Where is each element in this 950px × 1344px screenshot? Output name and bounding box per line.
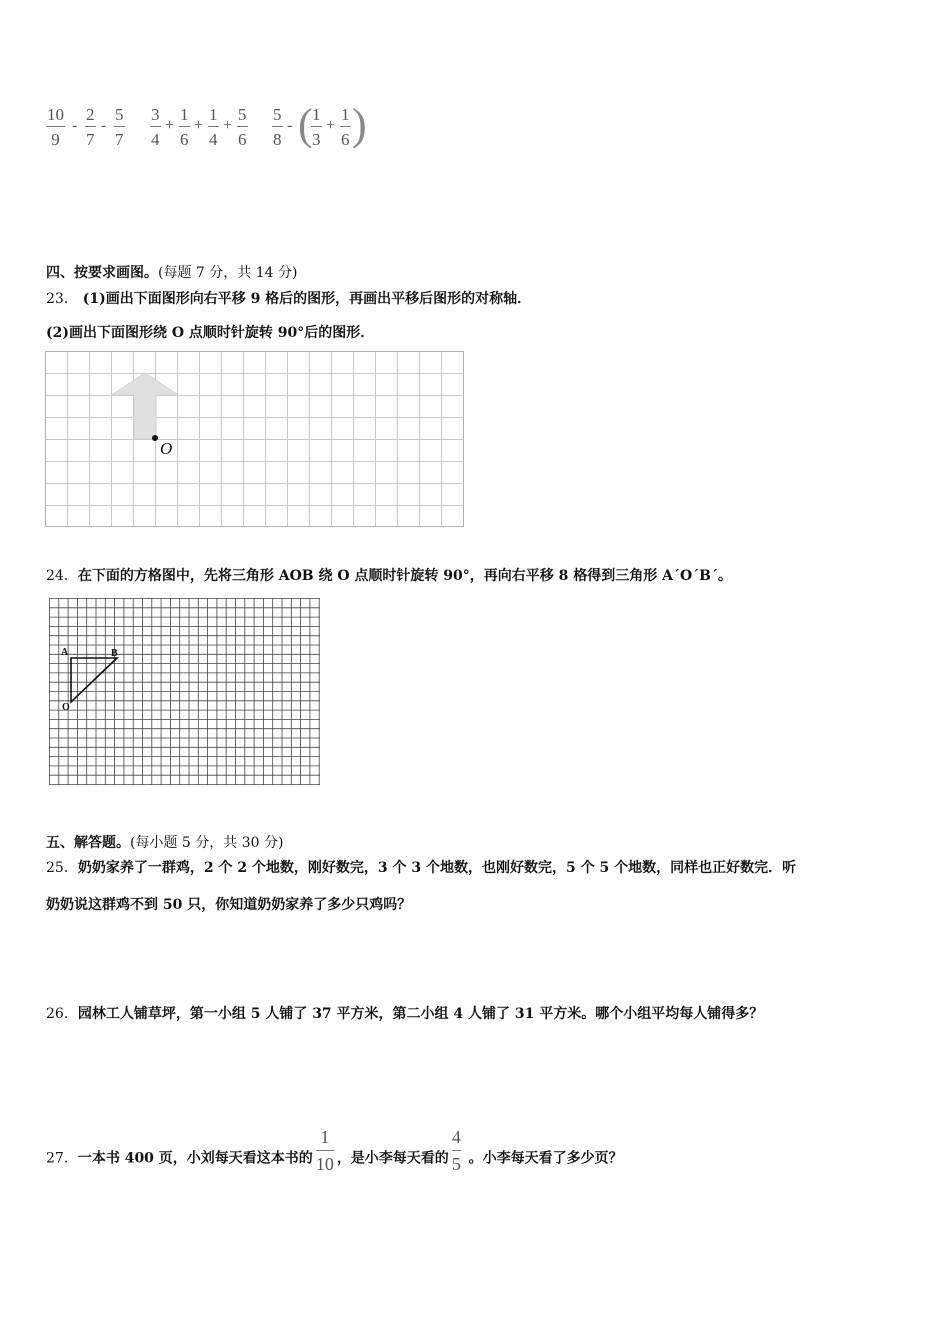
question-24 (46, 565, 732, 585)
question-23-part-2 (46, 322, 374, 342)
question-number: 27． (46, 1150, 78, 1167)
fraction (114, 106, 125, 148)
numerator: 1 (180, 105, 189, 124)
question-text: (2)画出下面图形绕 O 点顺时针旋转 90°后的图形． (46, 325, 375, 341)
question-text: 在下面的方格图中，先将三角形 AOB 绕 O 点顺时针旋转 90°，再向右平移 8 格得到三角形 A´O´B´。 (77, 568, 733, 584)
label-a: A (61, 647, 69, 658)
section-note: (每题 7 分，共 14 分) (158, 265, 298, 281)
question-26 (46, 1003, 763, 1023)
fraction (46, 106, 65, 148)
numerator: 5 (238, 105, 247, 124)
fraction (340, 106, 351, 148)
question-25-line-1 (46, 857, 796, 877)
operator: + (326, 117, 336, 134)
question-number: 24． (46, 568, 78, 584)
numerator: 1 (341, 105, 350, 124)
denominator: 9 (51, 130, 60, 149)
question-text: (1)画出下面图形向右平移 9 格后的图形，再画出平移后图形的对称轴． (77, 291, 532, 307)
operator: + (194, 117, 204, 134)
grid-q23 (45, 351, 465, 528)
denominator: 4 (209, 130, 218, 149)
fraction (179, 106, 190, 148)
numerator: 10 (47, 105, 64, 124)
question-23-part-1 (46, 288, 531, 308)
denominator: 6 (341, 130, 350, 149)
question-text: 奶奶说这群鸡不到 50 只，你知道奶奶家养了多少只鸡吗？ (46, 897, 412, 913)
denominator: 6 (238, 130, 247, 149)
fraction (311, 106, 322, 148)
numerator: 1 (320, 1127, 330, 1147)
inline-fraction (316, 1128, 334, 1173)
point-o-label: O (160, 439, 173, 458)
fraction (208, 106, 219, 148)
question-text: 。小李每天看了多少页？ (463, 1150, 623, 1167)
numerator: 1 (209, 105, 218, 124)
question-number: 26． (46, 1006, 78, 1022)
numerator: 2 (86, 105, 95, 124)
operator: - (101, 117, 107, 134)
denominator: 3 (312, 130, 321, 149)
operator: - (287, 117, 293, 134)
question-text: 园林工人铺草坪，第一小组 5 人铺了 37 平方米，第二小组 4 人铺了 31 平方米。哪个小组平均每人铺得多？ (77, 1006, 764, 1022)
denominator: 7 (86, 130, 95, 149)
operator: + (165, 117, 175, 134)
denominator: 8 (273, 130, 282, 149)
numerator: 1 (312, 105, 321, 124)
section-5-heading (46, 832, 283, 852)
denominator: 7 (115, 130, 124, 149)
section-title: 五、解答题。 (46, 835, 130, 851)
question-number: 25． (46, 860, 78, 876)
denominator: 6 (180, 130, 189, 149)
left-parenthesis: ( (298, 100, 313, 149)
triangle-aob (71, 658, 117, 702)
fraction (272, 106, 283, 148)
fraction (237, 106, 248, 148)
arrow-shape (112, 373, 178, 439)
section-title: 四、按要求画图。 (46, 265, 158, 281)
question-text: 一本书 400 页，小刘每天看这本书的 (77, 1150, 313, 1167)
question-text: ，是小李每天看的 (336, 1150, 449, 1167)
label-b: B (111, 648, 118, 659)
operator: + (223, 117, 233, 134)
question-27 (46, 1127, 623, 1181)
denominator: 10 (315, 1154, 334, 1174)
numerator: 3 (151, 105, 160, 124)
right-parenthesis: ) (352, 100, 367, 149)
numerator: 4 (451, 1127, 461, 1147)
question-number: 23． (46, 291, 78, 307)
section-4-heading (46, 262, 297, 282)
point-o (152, 435, 158, 441)
operator: - (72, 117, 78, 134)
label-o: O (62, 702, 70, 713)
fraction (150, 106, 161, 148)
denominator: 5 (451, 1154, 461, 1174)
question-text: 奶奶家养了一群鸡，2 个 2 个地数，刚好数完，3 个 3 个地数，也刚好数完，5 个 5 个地数，同样也正好数完．听 (77, 860, 797, 876)
numerator: 5 (273, 105, 282, 124)
grid-q24 (49, 598, 324, 788)
section-note: (每小题 5 分，共 30 分) (130, 835, 284, 851)
question-25-line-2 (46, 894, 411, 914)
inline-fraction (452, 1128, 461, 1173)
fraction (85, 106, 96, 148)
denominator: 4 (151, 130, 160, 149)
numerator: 5 (115, 105, 124, 124)
